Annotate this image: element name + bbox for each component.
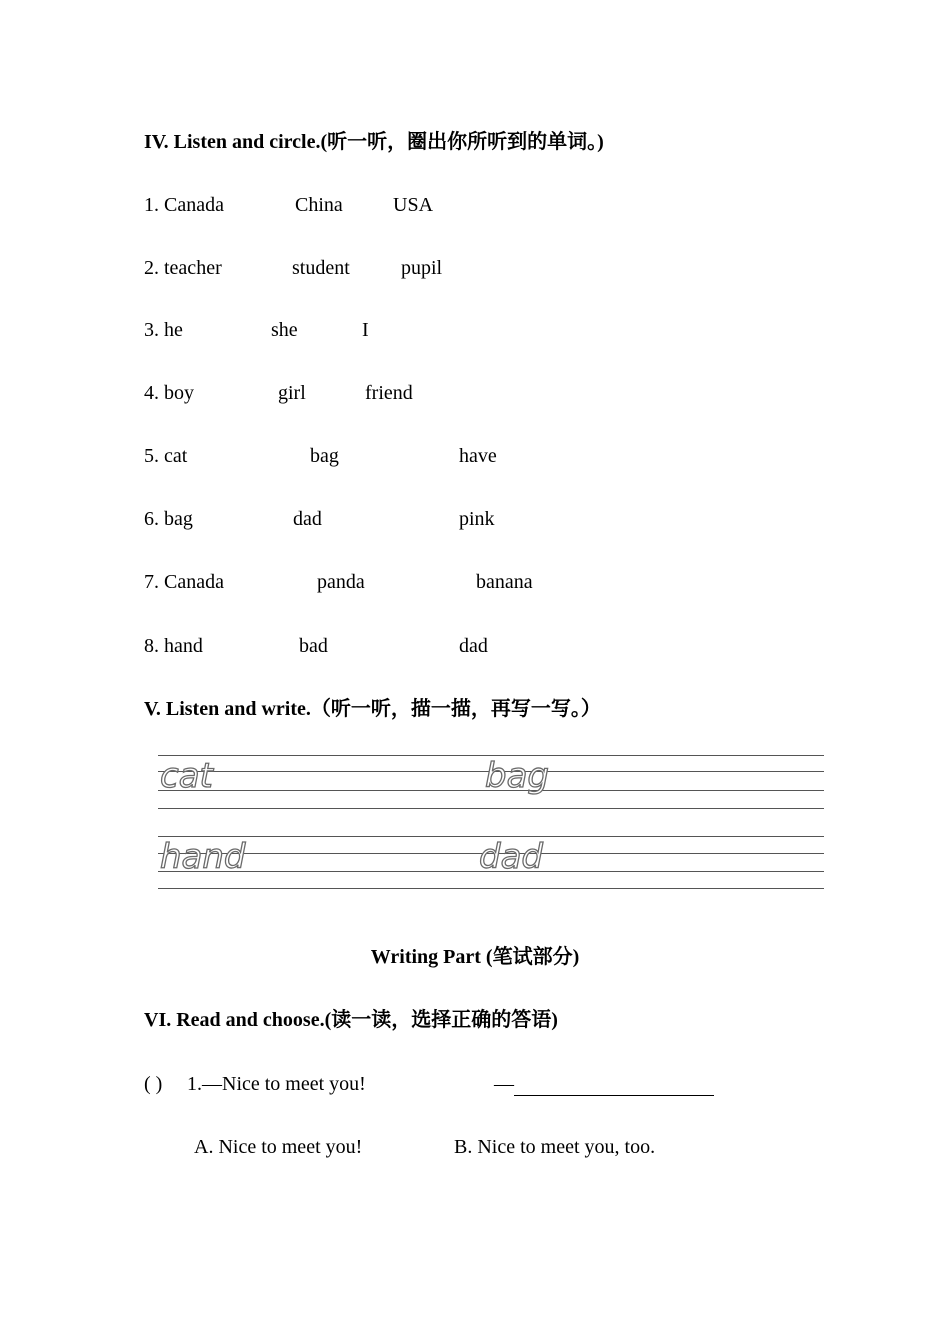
item-7 (144, 570, 224, 594)
item-4 (144, 381, 194, 405)
section-v-title: V. Listen and write.（听一听，描一描，再写一写。） (144, 698, 601, 720)
trace-word-dad: dad (479, 837, 543, 877)
item-number: 5. (144, 445, 159, 467)
trace-word-hand: hand (160, 837, 246, 877)
word-option[interactable]: Canada (164, 571, 224, 593)
word-option[interactable]: have (459, 445, 497, 467)
word-option[interactable]: panda (317, 571, 365, 593)
guide-line (158, 888, 824, 889)
word-option[interactable]: girl (278, 382, 306, 404)
option-a[interactable]: A. Nice to meet you! (194, 1136, 363, 1158)
word-option[interactable]: teacher (164, 257, 222, 279)
word-option[interactable]: dad (459, 635, 488, 657)
trace-word-bag: bag (485, 756, 549, 796)
option-b[interactable]: B. Nice to meet you, too. (454, 1136, 656, 1158)
word-option[interactable]: friend (365, 382, 413, 404)
word-option[interactable]: China (295, 194, 343, 216)
item-number: 2. (144, 257, 159, 279)
word-option[interactable]: USA (393, 194, 434, 216)
guide-line (158, 808, 824, 809)
word-option[interactable]: bag (164, 508, 193, 530)
item-number: 4. (144, 382, 159, 404)
item-6 (144, 507, 193, 531)
answer-dash: — (494, 1073, 514, 1095)
word-option[interactable]: cat (164, 445, 188, 467)
word-option[interactable]: boy (164, 382, 194, 404)
word-option[interactable]: bag (310, 445, 339, 467)
word-option[interactable]: pupil (401, 257, 443, 279)
word-option[interactable]: he (164, 319, 183, 341)
word-option[interactable]: dad (293, 508, 322, 530)
writing-part-title: Writing Part (笔试部分) (370, 946, 580, 968)
item-number: 6. (144, 508, 159, 530)
word-option[interactable]: pink (459, 508, 495, 530)
writing-lines-row-1[interactable] (158, 755, 824, 811)
item-2 (144, 256, 222, 280)
section-vi-title: VI. Read and choose.(读一读，选择正确的答语) (144, 1009, 558, 1031)
word-option[interactable]: Canada (164, 194, 224, 216)
question-1-prompt: 1.—Nice to meet you! (187, 1073, 366, 1095)
item-number: 8. (144, 635, 159, 657)
answer-line[interactable] (494, 1072, 714, 1096)
item-1 (144, 193, 224, 217)
answer-bracket[interactable]: ( ) (144, 1073, 163, 1095)
item-3 (144, 318, 183, 342)
word-option[interactable]: student (292, 257, 350, 279)
writing-lines-row-2[interactable] (158, 836, 824, 892)
item-number: 1. (144, 194, 159, 216)
item-number: 3. (144, 319, 159, 341)
section-iv-title: IV. Listen and circle.(听一听，圈出你所听到的单词。) (144, 131, 604, 153)
item-5 (144, 444, 187, 468)
answer-blank[interactable] (514, 1077, 714, 1096)
word-option[interactable]: hand (164, 635, 203, 657)
word-option[interactable]: banana (476, 571, 533, 593)
word-option[interactable]: she (271, 319, 298, 341)
trace-word-cat: cat (160, 756, 213, 796)
item-8 (144, 634, 203, 658)
item-number: 7. (144, 571, 159, 593)
word-option[interactable]: bad (299, 635, 328, 657)
word-option[interactable]: I (362, 319, 369, 341)
